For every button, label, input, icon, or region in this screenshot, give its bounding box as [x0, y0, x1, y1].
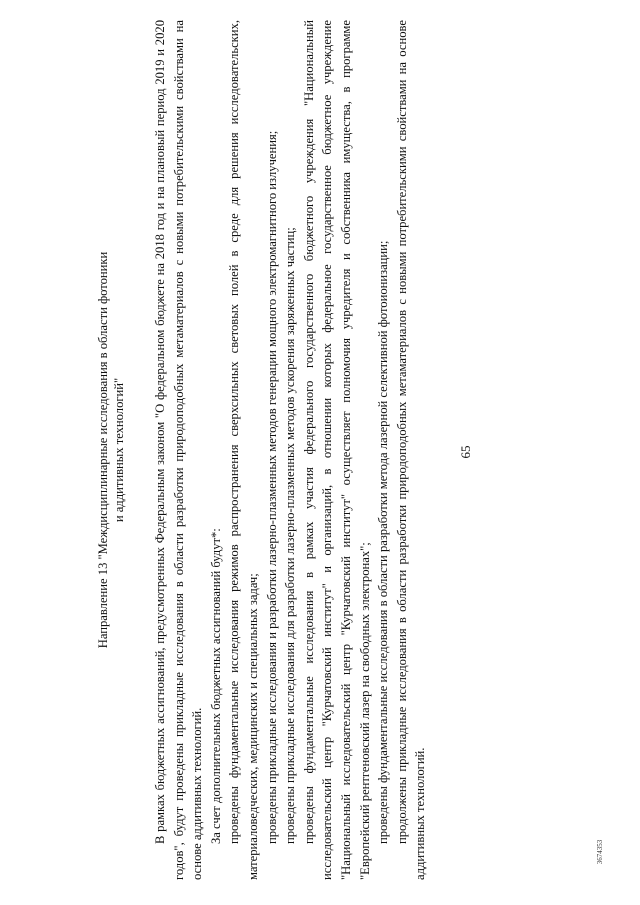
rotated-page-content	[95, 20, 515, 880]
section-title-line-1: Направление 13 "Междисциплинарные исследования в области фотоники	[96, 251, 110, 649]
paragraph-particle-acceleration: проведены прикладные исследования для разработки лазерно-плазменных методов ускорения заряженных частиц;	[283, 227, 298, 844]
paragraph-additional-funding: За счет дополнительных бюджетных ассигнований будут*:	[208, 528, 223, 844]
document-id: 3674353	[596, 839, 604, 865]
page-number: 65	[458, 445, 473, 459]
section-title-line-2: и аддитивных технологий"	[112, 377, 126, 523]
paragraph-em-radiation: проведены прикладные исследования и разработки лазерно-плазменных методов генерации мощного электромагнитного излучения;	[264, 130, 279, 844]
paragraph-metamaterials: продолжены прикладные исследования в области разработки природоподобных метаматериалов с новыми потребительскими свойствами на основе аддитивных технологий.	[394, 20, 428, 880]
section-title	[95, 20, 127, 880]
paragraph-kurchatov-xfel: проведены фундаментальные исследования в рамках участия федерального государственного бюджетного учреждения "Национальный исследовательский центр "Курчатовский институт" и организаций, в отношении которых федеральное государственное бюджетное учреждение "Национальный исследовательский центр "Курчатовский институт" осуществляет полномочия учредителя и собственника имущества, в программе "Европейский рентгеновский лазер на свободных электронах";	[301, 20, 372, 880]
paragraph-budget: В рамках бюджетных ассигнований, предусмотренных Федеральным законом "О федеральном бюджете на 2018 год и на плановый период 2019 и 2020 годов", будут проведены прикладные исследования в области разработки природоподобных метаматериалов с новыми потребительскими свойствами на основе аддитивных технологий.	[153, 20, 205, 880]
paragraph-light-fields: проведены фундаментальные исследования режимов распространения сверхсильных световых полей в среде для решения исследовательских, материаловедческих, медицинских и специальных задач;	[227, 20, 260, 880]
paragraph-photoionization: проведены фундаментальные исследования в области разработки метода лазерной селективной фотоионизации;	[376, 240, 391, 844]
